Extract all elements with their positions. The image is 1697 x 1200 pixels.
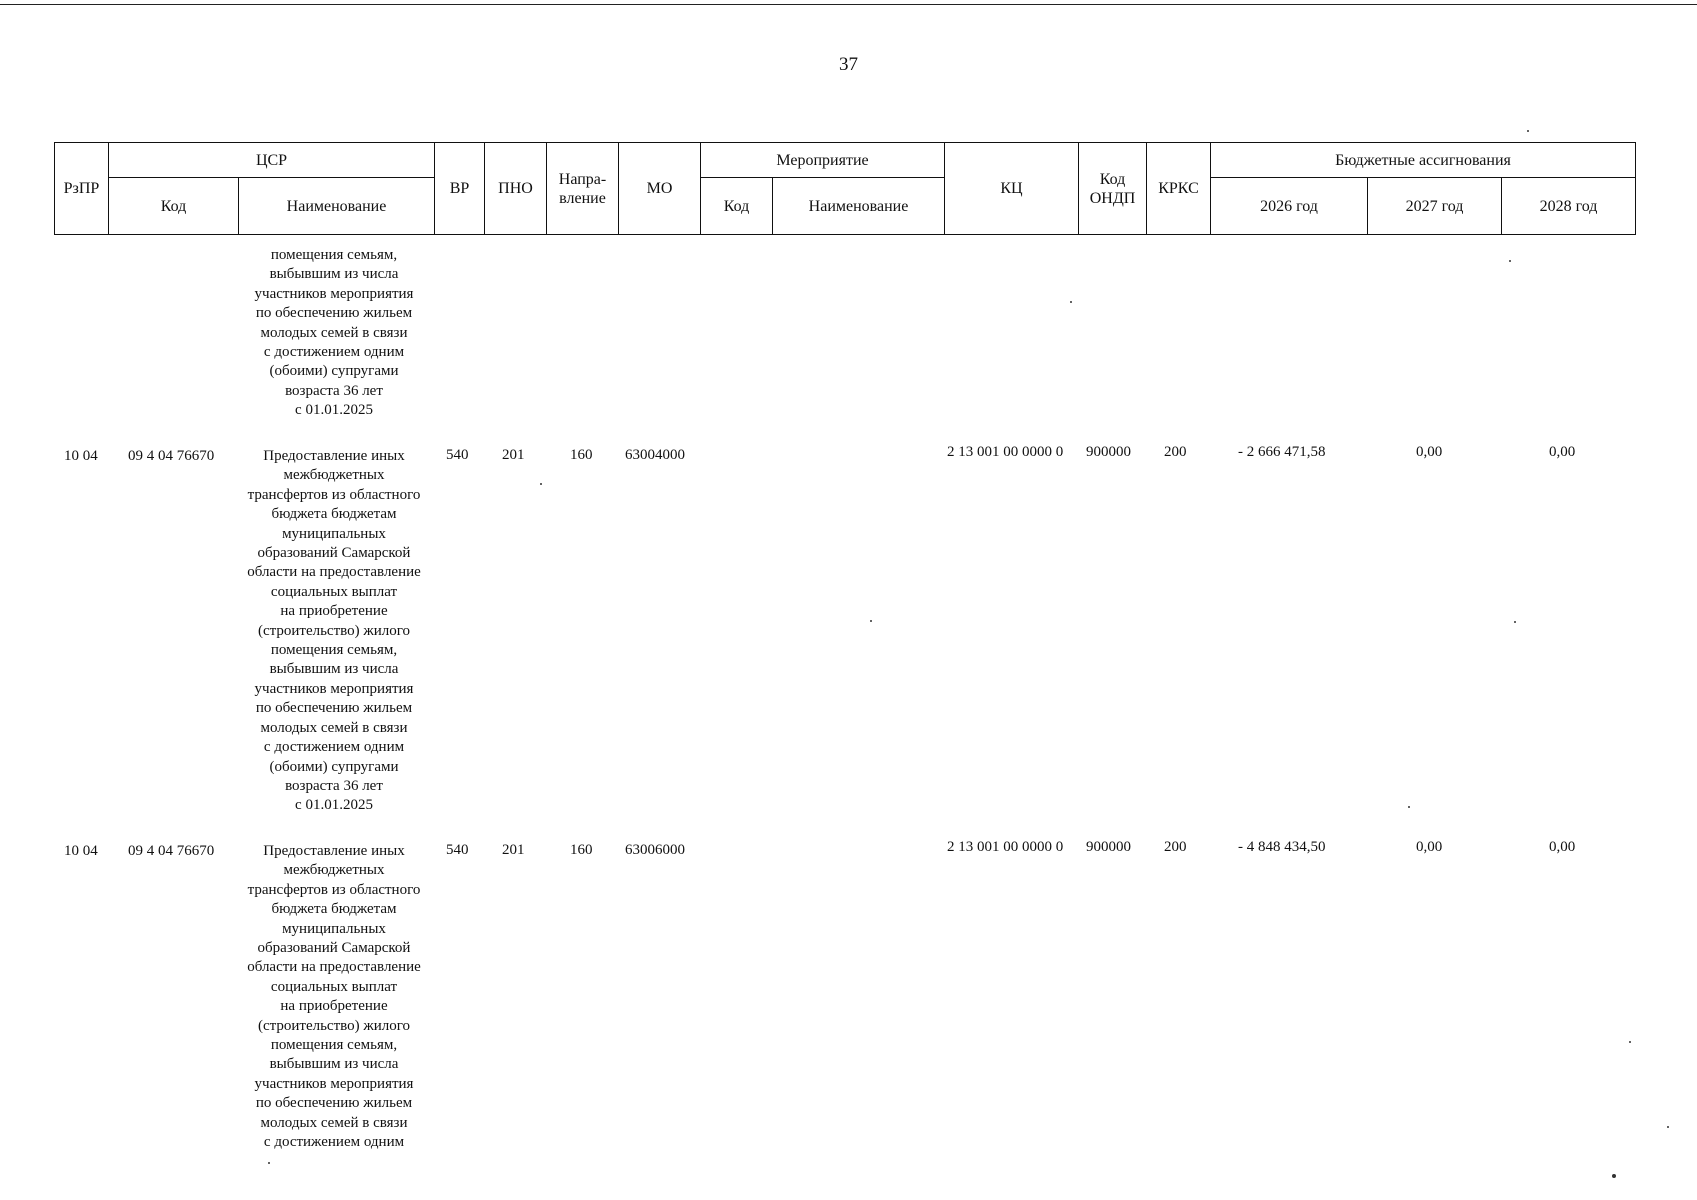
row-2-pno: 201 bbox=[502, 842, 525, 858]
row-1-mo: 63004000 bbox=[625, 447, 685, 463]
header-krks: КРКС bbox=[1147, 143, 1211, 235]
row-1-csr-name: Предоставление иных межбюджетных трансфертов из областного бюджета бюджетам муниципальных образований Самарской области на предоставление социальных выплат на приобретение (строительство) жилого помещения семьям, выбывшим из числа участников мероприятия по обеспечению жильем молодых семей в связи с достижением одним (обоими) супругами возраста 36 лет с 01.01.2025 bbox=[247, 448, 421, 814]
header-ondp: Код ОНДП bbox=[1079, 143, 1147, 235]
row-1-direction: 160 bbox=[570, 447, 593, 463]
row-1-y2026: - 2 666 471,58 bbox=[1238, 444, 1326, 460]
header-csr-name: Наименование bbox=[239, 178, 435, 235]
scan-speck bbox=[1612, 1174, 1616, 1178]
row-1-vr: 540 bbox=[446, 447, 469, 463]
header-year-2026: 2026 год bbox=[1211, 178, 1368, 235]
page-top-edge-line bbox=[0, 4, 1697, 5]
header-pno: ПНО bbox=[485, 143, 547, 235]
row-1-kc: 2 13 001 00 0000 0 bbox=[947, 444, 1064, 460]
header-rzpr: РзПР bbox=[55, 143, 109, 235]
header-event-name: Наименование bbox=[773, 178, 945, 235]
page-number: 37 bbox=[839, 54, 858, 75]
header-csr-code: Код bbox=[109, 178, 239, 235]
row-1-pno: 201 bbox=[502, 447, 525, 463]
row-2-kc: 2 13 001 00 0000 0 bbox=[947, 839, 1064, 855]
header-event-group: Мероприятие bbox=[701, 143, 945, 178]
row-2-vr: 540 bbox=[446, 842, 469, 858]
scan-speck bbox=[268, 1162, 270, 1164]
row-2-y2026: - 4 848 434,50 bbox=[1238, 839, 1326, 855]
header-year-2027: 2027 год bbox=[1368, 178, 1502, 235]
row-2-y2027: 0,00 bbox=[1416, 839, 1443, 855]
row-1-rzpr: 10 04 bbox=[64, 448, 98, 464]
header-event-code: Код bbox=[701, 178, 773, 235]
row-2-csr-name: Предоставление иных межбюджетных трансфертов из областного бюджета бюджетам муниципальных образований Самарской области на предоставление социальных выплат на приобретение (строительство) жилого помещения семьям, выбывшим из числа участников мероприятия по обеспечению жильем молодых семей в связи с достижением одним bbox=[247, 843, 421, 1151]
header-mo: МО bbox=[619, 143, 701, 235]
scan-speck bbox=[1408, 806, 1410, 808]
header-year-2028: 2028 год bbox=[1502, 178, 1636, 235]
row-2-rzpr: 10 04 bbox=[64, 843, 98, 859]
row-1-y2027: 0,00 bbox=[1416, 444, 1443, 460]
scan-speck bbox=[1070, 301, 1072, 303]
header-budget-group: Бюджетные ассигнования bbox=[1211, 143, 1636, 178]
row-2-direction: 160 bbox=[570, 842, 593, 858]
row-0-csr-name: помещения семьям, выбывшим из числа участников мероприятия по обеспечению жильем молодых семей в связи с достижением одним (обоими) супругами возраста 36 лет с 01.01.2025 bbox=[254, 247, 414, 419]
scan-speck bbox=[1527, 130, 1529, 132]
scan-speck bbox=[1514, 621, 1516, 623]
header-direction: Напра- вление bbox=[547, 143, 619, 235]
row-1-csr-code: 09 4 04 76670 bbox=[128, 448, 215, 464]
header-csr-group: ЦСР bbox=[109, 143, 435, 178]
row-1-ondp: 900000 bbox=[1086, 444, 1131, 460]
header-kc: КЦ bbox=[945, 143, 1079, 235]
header-vr: ВР bbox=[435, 143, 485, 235]
row-2-mo: 63006000 bbox=[625, 842, 685, 858]
row-1-krks: 200 bbox=[1164, 444, 1187, 460]
table-header bbox=[54, 142, 1636, 235]
row-2-krks: 200 bbox=[1164, 839, 1187, 855]
scan-speck bbox=[1509, 260, 1511, 262]
row-2-y2028: 0,00 bbox=[1549, 839, 1576, 855]
scan-speck bbox=[1667, 1126, 1669, 1128]
row-2-csr-code: 09 4 04 76670 bbox=[128, 843, 215, 859]
row-2-ondp: 900000 bbox=[1086, 839, 1131, 855]
scan-speck bbox=[1629, 1041, 1631, 1043]
scan-speck bbox=[540, 483, 542, 485]
row-1-y2028: 0,00 bbox=[1549, 444, 1576, 460]
scan-speck bbox=[870, 620, 872, 622]
